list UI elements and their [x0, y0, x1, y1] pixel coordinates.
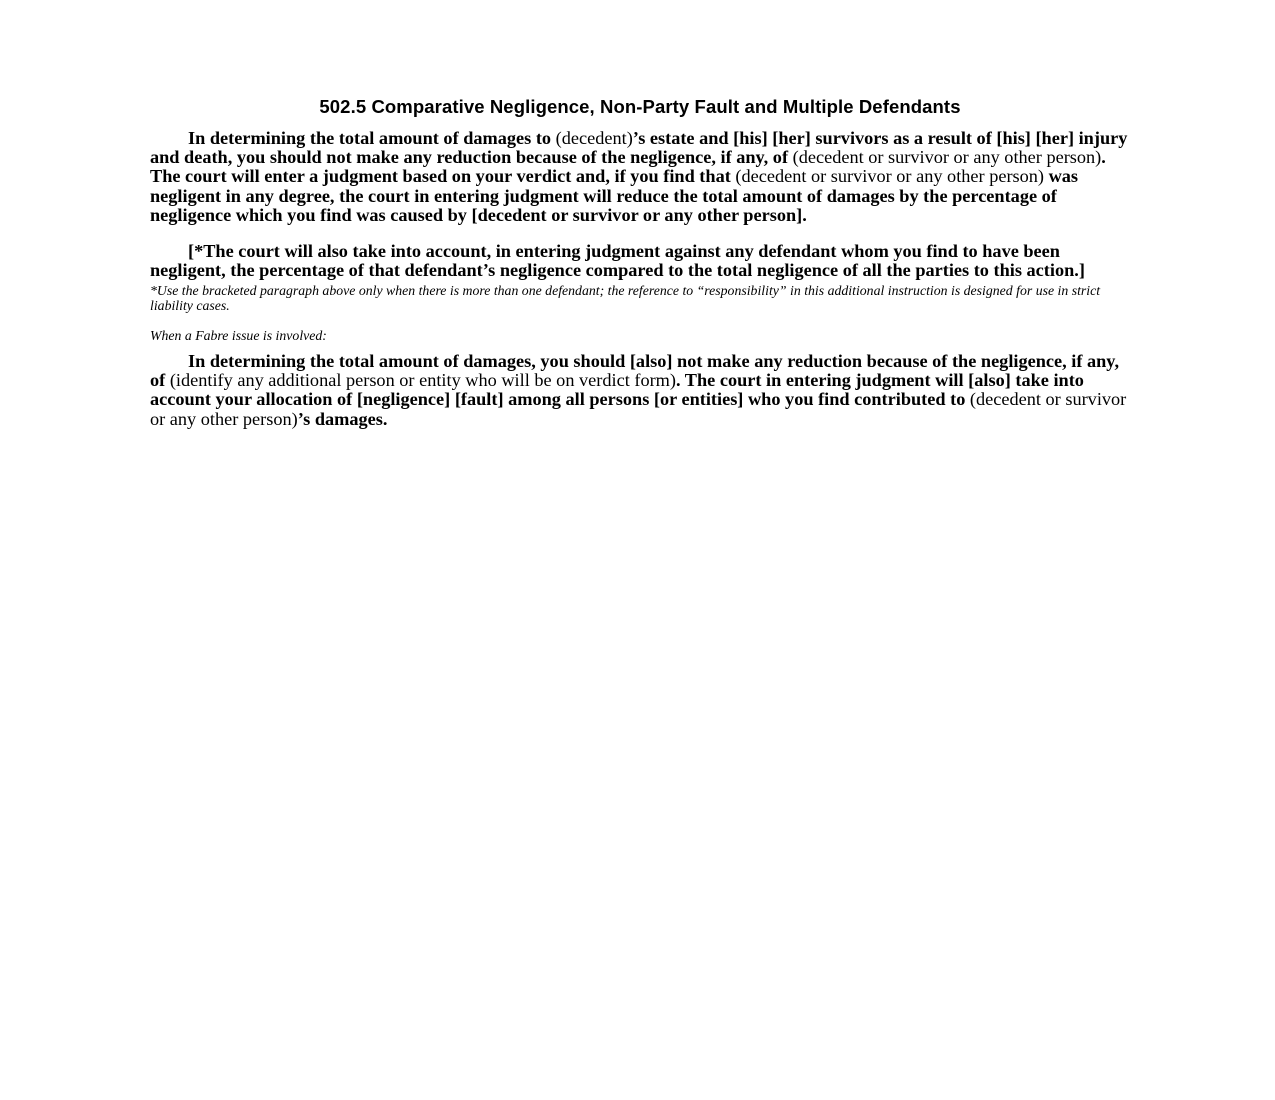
text-run: . The court will enter a judgment based on your verdict and, if you find that	[150, 147, 1106, 187]
text-run: ’s estate and [his] [her] survivors as a result of [his] [her] injury and death, you should not make any reduction because of the negligence, if any, of	[150, 128, 1128, 168]
text-run: . The court in entering judgment will [also] take into account your allocation of [negligence] [fault] among all persons [or entities] who you find contributed to	[150, 370, 1084, 410]
placeholder-person: (decedent or survivor or any other person)	[735, 166, 1045, 187]
text-run: ’s damages.	[297, 408, 388, 429]
text-run: [*The court will also take into account, in entering judgment against any defendant whom you find to have been negligent, the percentage of that defendant’s negligence compared to the total negligence of all the parties to this action.]	[150, 241, 1085, 281]
placeholder-person: (decedent or survivor or any other person)	[792, 147, 1102, 168]
placeholder-entity: (identify any additional person or entity who will be on verdict form)	[169, 370, 676, 391]
instruction-paragraph-1	[150, 129, 1130, 225]
fabre-note: When a Fabre issue is involved:	[150, 328, 327, 344]
instruction-paragraph-2	[150, 242, 1130, 280]
usage-note: *Use the bracketed paragraph above only when there is more than one defendant; the reference to “responsibility” in this additional instruction is designed for use in strict liability cases.	[150, 283, 1101, 313]
placeholder-person: (decedent or survivor or any other person)	[150, 389, 1127, 429]
text-run: In determining the total amount of damages to	[188, 128, 556, 148]
page-title: 502.5 Comparative Negligence, Non-Party Fault and Multiple Defendants	[319, 96, 961, 117]
instruction-paragraph-3	[150, 352, 1130, 429]
placeholder-decedent: (decedent)	[555, 128, 633, 148]
text-run: was negligent in any degree, the court in entering judgment will reduce the total amount of damages by the percentage of negligence which you find was caused by [decedent or survivor or any other person].	[150, 166, 1079, 225]
text-run: In determining the total amount of damages, you should [also] not make any reduction because of the negligence, if any, of	[150, 350, 1120, 391]
document-page	[150, 96, 1130, 429]
